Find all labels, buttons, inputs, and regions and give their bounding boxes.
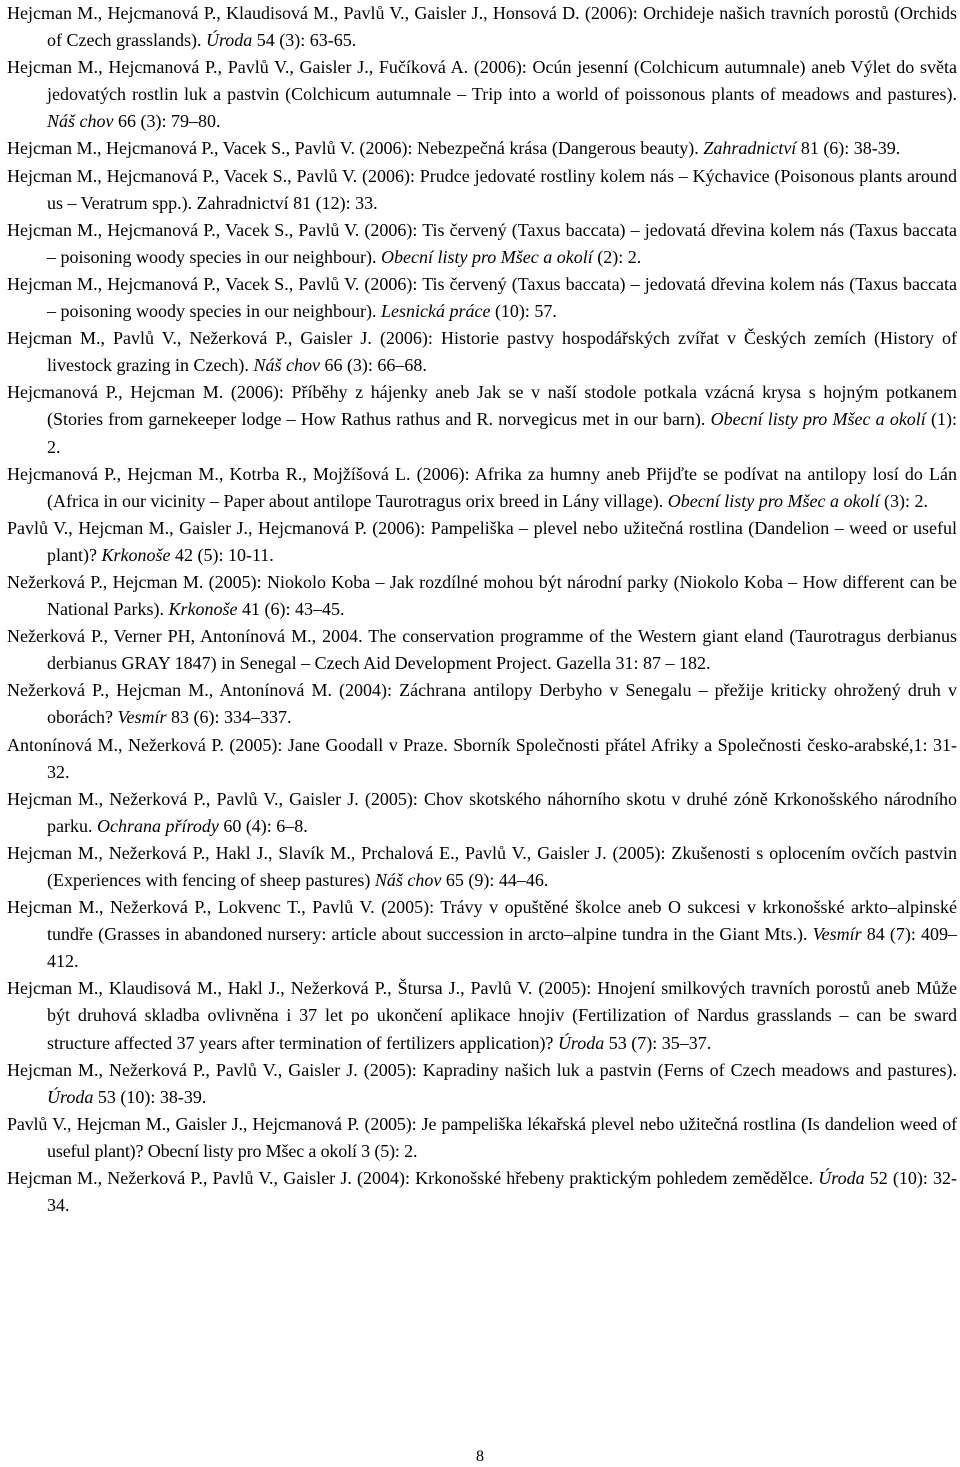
journal-name: Obecní listy pro Mšec a okolí — [710, 409, 926, 430]
reference-volume: (2): 2. — [592, 246, 642, 267]
reference-volume: 66 (3): 66–68. — [319, 355, 427, 376]
reference-text: Hejcman M., Nežerková P., Hakl J., Slavík M., Prchalová E., Pavlů V., Gaisler J. (2005): Zkušenosti s oplocením ovčích pastvin (Experiences with fencing of sheep pastures) — [7, 842, 957, 890]
reference-volume: (3): 2. — [879, 490, 928, 511]
reference-entry — [7, 135, 957, 162]
reference-volume: 60 (4): 6–8. — [218, 815, 308, 836]
reference-text: Antonínová M., Nežerková P. (2005): Jane Goodall v Praze. Sborník Společnosti přátel Afriky a Společnosti česko-arabské,1: 31-32. — [7, 734, 957, 782]
journal-name: Lesnická práce — [380, 301, 491, 322]
reference-text: Hejcman M., Pavlů V., Nežerková P., Gaisler J. (2006): Historie pastvy hospodářských zvířat v Českých zemích (History of livestock grazing in Czech). — [7, 328, 957, 376]
reference-text: Nežerková P., Hejcman M. (2005): Niokolo Koba – Jak rozdílné mohou být národní parky (Niokolo Koba – How different can be National Parks). — [7, 571, 957, 620]
reference-entry — [7, 461, 957, 515]
reference-volume: 53 (7): 35–37. — [604, 1032, 712, 1053]
reference-volume: (10): 57. — [490, 301, 557, 322]
reference-text: Hejcman M., Nežerková P., Pavlů V., Gaisler J. (2005): Kapradiny našich luk a pastvin (Ferns of Czech meadows and pastures). — [7, 1059, 957, 1080]
reference-text: Hejcman M., Hejcmanová P., Vacek S., Pavlů V. (2006): Tis červený (Taxus baccata) – jedovatá dřevina kolem nás (Taxus baccata – poisoning woody species in our neighbour). — [7, 219, 957, 267]
reference-text: Hejcman M., Klaudisová M., Hakl J., Nežerková P., Štursa J., Pavlů V. (2005): Hnojení smilkových travních porostů aneb Může být druhová skladba ovlivněna i 37 let po ukončení aplikace hnojiv (Fertilization of Nardus grasslands – can be sward structure affected 37 years after termination of fertilizers application)? — [7, 978, 957, 1053]
reference-text: Hejcman M., Hejcmanová P., Vacek S., Pavlů V. (2006): Tis červený (Taxus baccata) – jedovatá dřevina kolem nás (Taxus baccata – poisoning woody species in our neighbour). — [7, 273, 957, 322]
journal-name: Úroda — [205, 30, 253, 51]
reference-entry — [7, 1057, 957, 1111]
reference-entry — [7, 894, 957, 975]
reference-volume: 53 (10): 38-39. — [93, 1086, 207, 1107]
journal-name: Vesmír — [812, 924, 862, 945]
reference-text: Pavlů V., Hejcman M., Gaisler J., Hejcmanová P. (2006): Pampeliška – plevel nebo užitečná rostlina (Dandelion – weed or useful plant)? — [7, 517, 957, 565]
journal-name: Úroda — [47, 1086, 94, 1107]
reference-entry — [7, 569, 957, 623]
reference-text: Nežerková P., Hejcman M., Antonínová M. (2004): Záchrana antilopy Derbyho v Senegalu – přežije kriticky ohrožený druh v oborách? — [7, 680, 957, 728]
reference-text: Hejcman M., Hejcmanová P., Vacek S., Pavlů V. (2006): Nebezpečná krása (Dangerous beauty). — [7, 138, 704, 159]
journal-name: Zahradnictví — [703, 138, 797, 159]
reference-text: Hejcman M., Hejcmanová P., Pavlů V., Gaisler J., Fučíková A. (2006): Ocún jesenní (Colchicum autumnale) aneb Výlet do světa jedovatých rostlin luk a pastvin (Colchicum autumnale – Trip into a world of poissonous plants of meadows and pastures). — [7, 57, 957, 105]
journal-name: Úroda — [557, 1032, 605, 1053]
reference-entry — [7, 1111, 957, 1165]
reference-volume: 83 (6): 334–337. — [166, 707, 292, 728]
reference-volume: 54 (3): 63-65. — [252, 30, 357, 51]
reference-volume: 41 (6): 43–45. — [237, 599, 345, 620]
reference-entry — [7, 677, 957, 731]
journal-name: Náš chov — [374, 870, 442, 890]
journal-name: Úroda — [818, 1168, 865, 1189]
reference-text: Hejcman M., Nežerková P., Pavlů V., Gaisler J. (2005): Chov skotského náhorního skotu v druhé zóně Krkonošského národního parku. — [7, 788, 957, 836]
reference-entry — [7, 1165, 957, 1219]
reference-entry — [7, 975, 957, 1056]
reference-text: Nežerková P., Verner PH, Antonínová M., 2004. The conservation programme of the Western giant eland (Taurotragus derbianus derbianus GRAY 1847) in Senegal – Czech Aid Development Project. Gazella 31: 87 – 182. — [7, 626, 957, 674]
reference-volume: 65 (9): 44–46. — [441, 870, 549, 890]
journal-name: Krkonoše — [101, 544, 171, 565]
reference-entry — [7, 54, 957, 135]
reference-text: Hejcman M., Hejcmanová P., Vacek S., Pavlů V. (2006): Prudce jedovaté rostliny kolem nás – Kýchavice (Poisonous plants around us – Veratrum spp.). Zahradnictví 81 (12): 33. — [7, 165, 957, 213]
reference-entry — [7, 379, 957, 460]
reference-entry — [7, 271, 957, 325]
reference-volume: 81 (6): 38-39. — [796, 138, 901, 159]
reference-volume: (1): 2. — [47, 409, 958, 457]
reference-entry — [7, 515, 957, 569]
reference-entry — [7, 786, 957, 840]
journal-name: Ochrana přírody — [96, 815, 219, 836]
reference-text: Hejcmanová P., Hejcman M. (2006): Příběhy z hájenky aneb Jak se v naší stodole potkala vzácná krysa s hojným potkanem (Stories from garnekeeper lodge – How Rathus rathus and R. norvegicus met in our barn). — [7, 382, 957, 430]
page-number: 8 — [476, 1448, 484, 1465]
reference-volume: 42 (5): 10-11. — [170, 544, 274, 565]
reference-entry — [7, 163, 957, 217]
reference-volume: 52 (10): 32-34. — [47, 1168, 958, 1216]
journal-name: Náš chov — [47, 111, 114, 132]
reference-volume: 66 (3): 79–80. — [113, 111, 221, 132]
reference-text: Hejcman M., Nežerková P., Pavlů V., Gaisler J. (2004): Krkonošské hřebeny praktickým pohledem zemědělce. — [7, 1168, 819, 1189]
reference-text: Pavlů V., Hejcman M., Gaisler J., Hejcmanová P. (2005): Je pampeliška lékařská plevel nebo užitečná rostlina (Is dandelion weed of useful plant)? Obecní listy pro Mšec a okolí 3 (5): 2. — [7, 1113, 957, 1161]
reference-entry — [7, 217, 957, 271]
reference-entry — [7, 325, 957, 379]
reference-entry — [7, 732, 957, 786]
reference-text: Hejcman M., Nežerková P., Lokvenc T., Pavlů V. (2005): Trávy v opuštěné školce aneb O sukcesi v krkonošské arkto–alpinské tundře (Grasses in abandoned nursery: article about succession in arcto–alpine tundra in the Giant Mts.). — [7, 897, 957, 945]
reference-entry — [7, 840, 957, 894]
journal-name: Krkonoše — [168, 599, 238, 620]
reference-text: Hejcmanová P., Hejcman M., Kotrba R., Mojžíšová L. (2006): Afrika za humny aneb Přijďte se podívat na antilopy losí do Lán (Africa in our vicinity – Paper about antilope Taurotragus orix breed in Lány village). — [7, 463, 957, 511]
journal-name: Vesmír — [117, 707, 167, 728]
reference-volume: 84 (7): 409–412. — [47, 924, 957, 972]
journal-name: Náš chov — [253, 355, 320, 376]
reference-entry — [7, 0, 957, 54]
reference-text: Hejcman M., Hejcmanová P., Klaudisová M., Pavlů V., Gaisler J., Honsová D. (2006): Orchideje našich travních porostů (Orchids of Czech grasslands). — [7, 3, 957, 51]
reference-entry — [7, 623, 957, 677]
reference-list — [7, 0, 957, 1219]
journal-name: Obecní listy pro Mšec a okolí — [667, 490, 880, 511]
journal-name: Obecní listy pro Mšec a okolí — [380, 246, 593, 267]
